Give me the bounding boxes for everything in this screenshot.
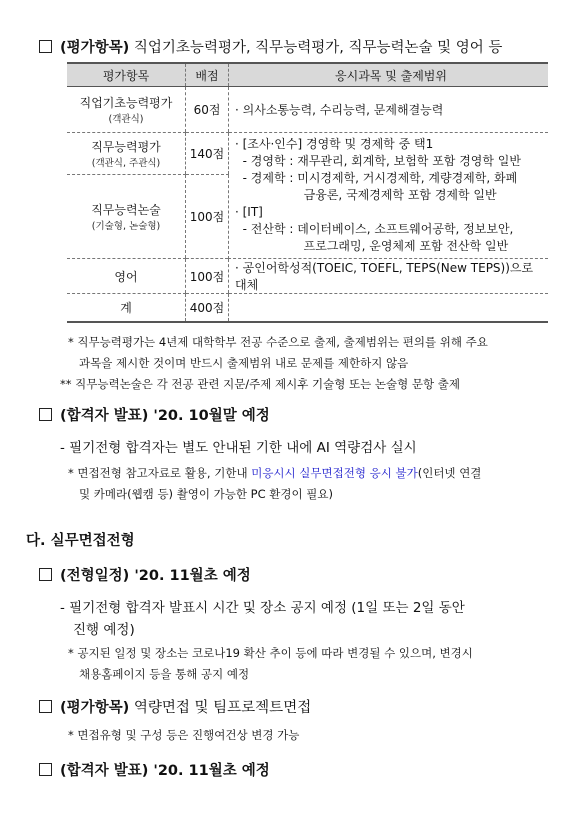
row-score: 100점 — [186, 259, 229, 294]
note: 과목을 제시한 것이며 반드시 출제범위 내로 문제를 제한하지 않음 — [79, 356, 409, 370]
scope-line: - 전산학 : 데이터베이스, 소프트웨어공학, 정보보안, — [235, 222, 514, 236]
header-item: 평가항목 — [67, 63, 186, 87]
row-item-name: 직무능력논술 — [91, 203, 161, 217]
table-row — [67, 133, 548, 175]
evaluation-table — [67, 62, 548, 323]
table-row — [67, 87, 548, 133]
total-score: 400점 — [186, 294, 229, 322]
scope-line: · [IT] — [235, 205, 263, 219]
section-final-announcement — [39, 759, 270, 780]
table-total-row — [67, 294, 548, 322]
section-title: (합격자 발표) '20. 11월초 예정 — [60, 763, 270, 779]
scope-line: · [조사·인수] 경영학 및 경제학 중 택1 — [235, 137, 434, 151]
scope-line: - 경제학 : 미시경제학, 거시경제학, 계량경제학, 화폐 — [235, 171, 518, 185]
row-item-sub: (객관식) — [108, 114, 144, 125]
list-item: - 필기전형 합격자 발표시 시간 및 장소 공지 예정 (1일 또는 2일 동안 — [60, 600, 465, 616]
note-text: (인터넷 연결 — [417, 466, 482, 480]
row-item-name: 직업기초능력평가 — [79, 96, 173, 110]
row-item-cell — [67, 175, 186, 259]
row-scope: · 의사소통능력, 수리능력, 문제해결능력 — [229, 87, 549, 133]
note: 채용홈페이지 등을 통해 공지 예정 — [79, 667, 250, 681]
row-item-cell — [67, 87, 186, 133]
note — [68, 465, 481, 481]
checkbox-icon — [39, 408, 52, 421]
section-text: 역량면접 및 팀프로젝트면접 — [129, 700, 312, 716]
header-score: 배점 — [186, 63, 229, 87]
row-item-name: 직무능력평가 — [91, 140, 161, 154]
note: ** 직무능력논술은 각 전공 관련 지문/주제 제시후 기술형 또는 논술형 문항 출제 — [60, 377, 460, 391]
scope-line: - 경영학 : 재무관리, 회계학, 보험학 포함 경영학 일반 — [235, 154, 521, 168]
section-title: (평가항목) — [60, 40, 130, 56]
row-item-name: 영어 — [67, 259, 186, 294]
list-item: 진행 예정) — [73, 622, 135, 638]
table-header-row — [67, 63, 548, 87]
section-schedule — [39, 564, 251, 585]
note: 및 카메라(웹캠 등) 촬영이 가능한 PC 환경이 필요) — [79, 487, 333, 501]
total-empty — [229, 294, 549, 322]
checkbox-icon — [39, 40, 52, 53]
table-row — [67, 259, 548, 294]
checkbox-icon — [39, 763, 52, 776]
row-score: 140점 — [186, 133, 229, 175]
row-score: 60점 — [186, 87, 229, 133]
checkbox-icon — [39, 568, 52, 581]
sub-heading: 다. 실무면접전형 — [26, 533, 135, 549]
row-scope: · 공인어학성적(TOEIC, TOEFL, TEPS(New TEPS))으로 대체 — [229, 259, 549, 294]
row-item-sub: (객관식, 주관식) — [91, 158, 161, 169]
note: * 직무능력평가는 4년제 대학학부 전공 수준으로 출제, 출제범위는 편의를 위해 주요 — [68, 335, 488, 349]
scope-line: 금융론, 국제경제학 포함 경제학 일반 — [235, 188, 497, 202]
row-scope-multiline — [229, 133, 549, 259]
row-item-cell — [67, 133, 186, 175]
section-interview-items — [39, 696, 311, 717]
section-title: (평가항목) — [60, 700, 130, 716]
section-title: (합격자 발표) '20. 10월말 예정 — [60, 408, 270, 424]
total-label: 계 — [67, 294, 186, 322]
note-text: * 면접전형 참고자료로 활용, 기한내 — [68, 466, 252, 480]
section-title: (전형일정) '20. 11월초 예정 — [60, 568, 251, 584]
section-pass-announcement — [39, 404, 270, 425]
note-highlight: 미응시시 실무면접전형 응시 불가 — [251, 466, 418, 480]
note: * 공지된 일정 및 장소는 코로나19 확산 추이 등에 따라 변경될 수 있으며, 변경시 — [68, 646, 473, 660]
header-scope: 응시과목 및 출제범위 — [229, 63, 549, 87]
list-item: - 필기전형 합격자는 별도 안내된 기한 내에 AI 역량검사 실시 — [60, 440, 417, 456]
checkbox-icon — [39, 700, 52, 713]
section-text: 직업기초능력평가, 직무능력평가, 직무능력논술 및 영어 등 — [129, 40, 503, 56]
scope-line: 프로그래밍, 운영체제 포함 전산학 일반 — [235, 239, 509, 253]
row-score: 100점 — [186, 175, 229, 259]
row-item-sub: (기술형, 논술형) — [91, 221, 161, 232]
note: * 면접유형 및 구성 등은 진행여건상 변경 가능 — [68, 728, 300, 742]
section-evaluation-items — [39, 36, 502, 57]
